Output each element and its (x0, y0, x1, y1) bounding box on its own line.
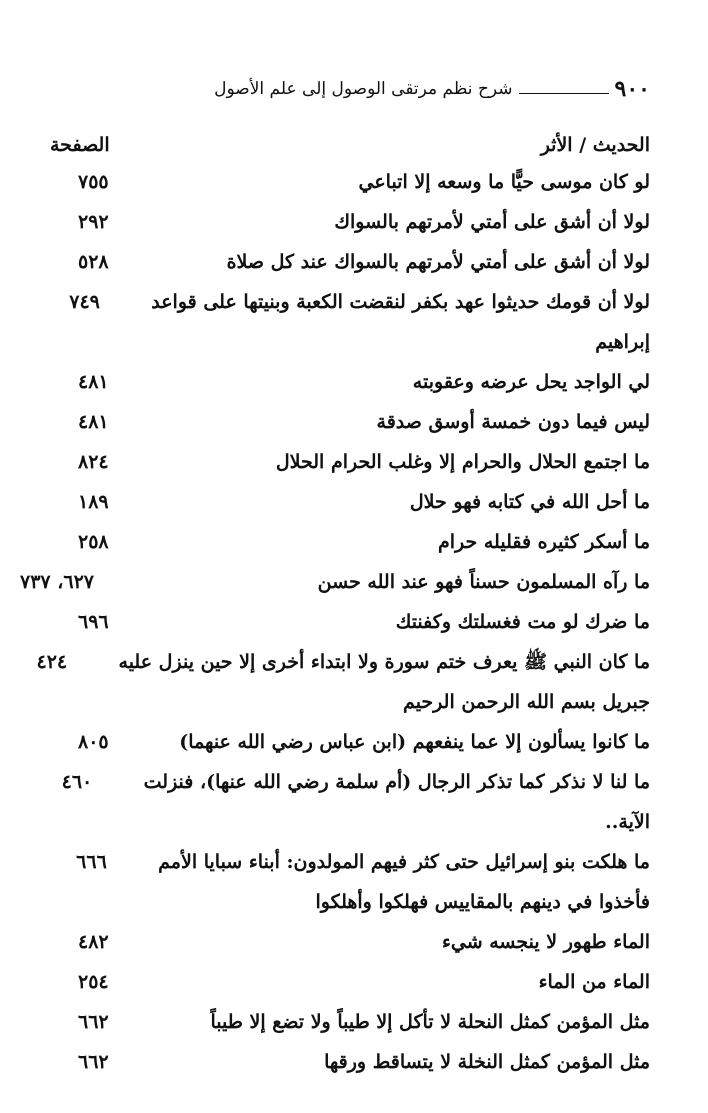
page-reference (34, 762, 144, 802)
hadith-text (144, 762, 650, 842)
index-entry-row (50, 482, 650, 522)
page-reference (50, 602, 160, 642)
page-reference (20, 562, 160, 602)
hadith-text (160, 402, 650, 442)
page-number-value: ١٨٩ (78, 491, 109, 513)
page-number-value: ٤٨١ (78, 411, 109, 433)
hadith-text (160, 1042, 650, 1082)
hadith-text (160, 242, 650, 282)
hadith-text-line: مثل المؤمن كمثل النخلة لا يتساقط ورقها (324, 1051, 650, 1073)
hadith-text (160, 442, 650, 482)
page-number-value: ٦٦٢ (78, 1011, 109, 1033)
page-reference (50, 402, 160, 442)
hadith-text-line: إبراهيم (595, 331, 650, 353)
hadith-text (160, 162, 650, 202)
hadith-text-line: ما أحل الله في كتابه فهو حلال (409, 491, 650, 513)
hadith-text-line: لو كان موسى حيًّا ما وسعه إلا اتباعي (358, 171, 650, 193)
index-entry-row (50, 842, 650, 922)
index-entries (20, 162, 650, 1082)
page-number-value: ٤٨١ (78, 371, 109, 393)
page-number-value: ٨٢٤ (78, 451, 109, 473)
page-number-value: ٦٦٦ (76, 851, 107, 873)
page-reference (50, 522, 160, 562)
page-number-value: ٤٢٤ (36, 651, 68, 673)
hadith-text-line: ما كان النبي ﷺ يعرف ختم سورة ولا ابتداء أخرى إلا حين ينزل عليه (118, 651, 650, 673)
index-entry-row (50, 1002, 650, 1042)
page-number-value: ٧٤٩ (69, 291, 100, 313)
hadith-text-line: لولا أن أشق على أمتي لأمرتهم بالسواك (334, 211, 650, 233)
hadith-text-line: مثل المؤمن كمثل النحلة لا تأكل إلا طيباً ولا تضع إلا طيباً (210, 1011, 650, 1033)
page-reference (50, 922, 160, 962)
page-number-value: ٦٢٧، ٧٣٧ (20, 571, 94, 593)
column-headings (50, 132, 650, 158)
hadith-text (160, 922, 650, 962)
hadith-text-line: ليس فيما دون خمسة أوسق صدقة (376, 411, 650, 433)
page-number-value: ٢٩٢ (78, 211, 109, 233)
page-number-value: ٢٥٤ (78, 971, 109, 993)
header-rule (519, 93, 609, 94)
hadith-text-line: الماء طهور لا ينجسه شيء (441, 931, 650, 953)
index-entry-row (50, 442, 650, 482)
page-reference (48, 842, 158, 882)
running-header (30, 74, 650, 104)
hadith-text (160, 482, 650, 522)
hadith-text (151, 282, 650, 362)
index-entry-row (50, 962, 650, 1002)
hadith-text (119, 642, 650, 722)
index-entry-row (50, 722, 650, 762)
page-reference (50, 362, 160, 402)
page-number-value: ٤٦٠ (61, 771, 93, 793)
index-entry-row (50, 242, 650, 282)
index-entry-row (20, 562, 650, 602)
index-entry-row (50, 922, 650, 962)
index-entry-row (50, 602, 650, 642)
page-reference (50, 242, 160, 282)
page-column-heading: الصفحة (50, 134, 110, 156)
hadith-text-line: ما رآه المسلمون حسناً فهو عند الله حسن (317, 571, 650, 593)
page-reference (50, 482, 160, 522)
hadith-text-line: جبريل بسم الله الرحمن الرحيم (403, 691, 650, 713)
page-number-value: ٥٢٨ (78, 251, 109, 273)
hadith-text-line: ما أسكر كثيره فقليله حرام (437, 531, 650, 553)
hadith-text (160, 362, 650, 402)
hadith-text (160, 602, 650, 642)
hadith-text-line: لولا أن قومك حديثوا عهد بكفر لنقضت الكعبة وبنيتها على قواعد (151, 291, 650, 313)
page-number-value: ٢٥٨ (78, 531, 109, 553)
hadith-column-heading: الحديث / الأثر (540, 134, 650, 156)
page-reference (50, 722, 160, 762)
index-entry-row (50, 522, 650, 562)
hadith-text-line: ما ضرك لو مت فغسلتك وكفنتك (395, 611, 650, 633)
page-number: ٩٠٠ (614, 76, 650, 102)
hadith-text-line: ما اجتمع الحلال والحرام إلا وغلب الحرام الحلال (275, 451, 650, 473)
hadith-text-line: ما هلكت بنو إسرائيل حتى كثر فيهم المولدون: أبناء سبايا الأمم (158, 851, 650, 873)
page-reference (9, 642, 119, 682)
hadith-text (160, 1002, 650, 1042)
hadith-text-line: فأخذوا في دينهم بالمقاييس فهلكوا وأهلكوا (315, 891, 650, 913)
hadith-text (160, 562, 650, 602)
hadith-text (160, 202, 650, 242)
page-number-value: ٤٨٢ (78, 931, 109, 953)
hadith-text-line: الماء من الماء (538, 971, 650, 993)
index-entry-row (50, 162, 650, 202)
page-number-value: ٦٩٦ (78, 611, 109, 633)
hadith-text (158, 842, 650, 922)
page-reference (50, 162, 160, 202)
page-reference (50, 1002, 160, 1042)
page-number-value: ٨٠٥ (78, 731, 109, 753)
index-entry-row (50, 1042, 650, 1082)
page-number-value: ٦٦٢ (78, 1051, 109, 1073)
page-reference (50, 962, 160, 1002)
page-number-value: ٧٥٥ (78, 171, 109, 193)
hadith-text (160, 722, 650, 762)
index-entry-row (36, 642, 650, 722)
index-entry-row (50, 762, 650, 842)
hadith-text-line: ما كانوا يسألون إلا عما ينفعهم (ابن عباس رضي الله عنهما) (179, 731, 650, 753)
index-entry-row (50, 202, 650, 242)
index-entry-row (50, 282, 650, 362)
book-title: شرح نظم مرتقى الوصول إلى علم الأصول (214, 79, 513, 99)
page-reference (50, 1042, 160, 1082)
hadith-text-line: ما لنا لا نذكر كما تذكر الرجال (أم سلمة رضي الله عنها)، فنزلت (143, 771, 650, 793)
page-reference (41, 282, 151, 322)
hadith-text-line: الآية.. (605, 811, 650, 833)
index-entry-row (50, 362, 650, 402)
index-entry-row (50, 402, 650, 442)
hadith-text-line: لي الواجد يحل عرضه وعقوبته (412, 371, 650, 393)
hadith-text-line: لولا أن أشق على أمتي لأمرتهم بالسواك عند كل صلاة (226, 251, 650, 273)
hadith-text (160, 522, 650, 562)
page-reference (50, 442, 160, 482)
hadith-text (160, 962, 650, 1002)
page-reference (50, 202, 160, 242)
